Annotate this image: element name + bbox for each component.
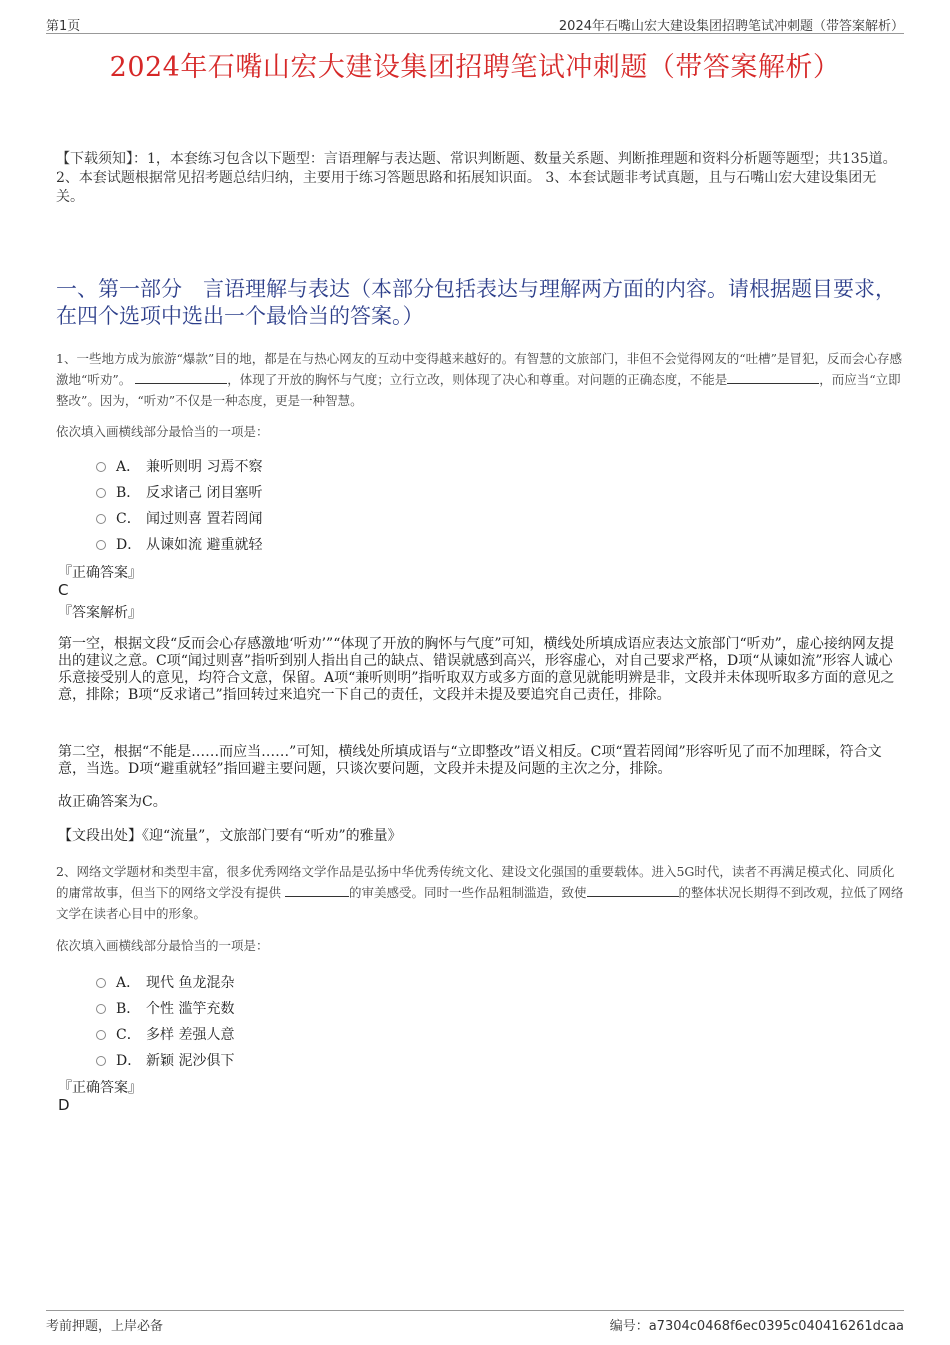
document-title: 2024年石嘴山宏大建设集团招聘笔试冲刺题（带答案解析） — [109, 52, 841, 83]
option-d[interactable]: D． 从谏如流 避重就轻 — [96, 531, 262, 557]
radio-icon[interactable] — [96, 462, 106, 472]
question-2-options — [96, 969, 234, 1073]
question-1-options — [96, 453, 262, 557]
fill-blank — [135, 369, 227, 384]
question-1-prompt: 依次填入画横线部分最恰当的一项是： — [56, 424, 269, 439]
radio-icon[interactable] — [96, 540, 106, 550]
option-d[interactable]: D． 新颖 泥沙俱下 — [96, 1047, 234, 1073]
analysis-conclusion: 故正确答案为C。 — [58, 794, 167, 810]
fill-blank — [285, 882, 349, 897]
fill-blank — [727, 369, 819, 384]
document-id: 编号：a7304c0468f6ec0395c040416261dcaa — [609, 1319, 904, 1334]
analysis-paragraph-1: 第一空，根据文段“反而会心存感激地‘听劝’”“体现了开放的胸怀与气度”可知，横线处所填成语应表达文旅部门“听劝”，虚心接纳网友提出的建议之意。C项“闻过则喜”指听到别人指出自己的缺点、错误就感到高兴，形容虚心，对自己要求严格，D项“从谏如流”形容人诚心乐意接受别人的意见，均符合文意，保留。A项“兼听则明”指听取双方或多方面的意见就能明辨是非，文段并未体现听取多方面的意见之意，排除；B项“反求诸己”指回转过来追究一下自己的责任，文段并未提及要追究自己责任，排除。 — [58, 636, 895, 703]
answer-value: D — [58, 1096, 70, 1114]
footer-slogan: 考前押题，上岸必备 — [46, 1319, 164, 1334]
answer-label: 『正确答案』 — [58, 1080, 142, 1096]
source-citation: 【文段出处】《迎“流量”，文旅部门要有“听劝”的雅量》 — [58, 828, 402, 844]
answer-label: 『正确答案』 — [58, 565, 142, 581]
option-c[interactable]: C． 闻过则喜 置若罔闻 — [96, 505, 262, 531]
radio-icon[interactable] — [96, 488, 106, 498]
option-b[interactable]: B． 个性 滥竽充数 — [96, 995, 234, 1021]
option-a[interactable]: A． 现代 鱼龙混杂 — [96, 969, 234, 995]
question-2-text: 2、网络文学题材和类型丰富，很多优秀网络文学作品是弘扬中华优秀传统文化、建设文化强国的重要载体。进入5G时代，读者不再满足模式化、同质化的庸常故事，但当下的网络文学没有提供 的审美感受。同时一些作品粗制滥造，致使 的整体状况长期得不到改观，拉低了网络文学在读者心目中的形象。 — [56, 864, 904, 921]
radio-icon[interactable] — [96, 1004, 106, 1014]
analysis-paragraph-2: 第二空，根据“不能是……而应当……”可知，横线处所填成语与“立即整改”语义相反。C项“置若罔闻”形容听见了而不加理睬，符合文意，当选。D项“避重就轻”指回避主要问题，只谈次要问题，文段并未提及问题的主次之分，排除。 — [58, 744, 882, 777]
radio-icon[interactable] — [96, 978, 106, 988]
page-header — [46, 13, 904, 34]
fill-blank — [587, 882, 679, 897]
page-number: 第1页 — [46, 19, 81, 34]
question-1-text: 1、一些地方成为旅游“爆款”目的地，都是在与热心网友的互动中变得越来越好的。有智慧的文旅部门，非但不会觉得网友的“吐槽”是冒犯，反而会心存感激地“听劝”。 ，体现了开放的胸怀与气度；立行立改，则体现了决心和尊重。对问题的正确态度，不能是 ，而应当“立即整改”。因为，“听劝”不仅是一种态度，更是一种智慧。 — [56, 351, 903, 408]
answer-value: C — [58, 581, 69, 599]
page-footer — [46, 1310, 904, 1333]
section-heading: 一、第一部分 言语理解与表达（本部分包括表达与理解两方面的内容。请根据题目要求，在四个选项中选出一个最恰当的答案。） — [56, 277, 896, 328]
option-c[interactable]: C． 多样 差强人意 — [96, 1021, 234, 1047]
analysis-label: 『答案解析』 — [58, 605, 142, 621]
header-title: 2024年石嘴山宏大建设集团招聘笔试冲刺题（带答案解析） — [558, 19, 904, 34]
radio-icon[interactable] — [96, 1030, 106, 1040]
radio-icon[interactable] — [96, 514, 106, 524]
option-a[interactable]: A． 兼听则明 习焉不察 — [96, 453, 262, 479]
option-b[interactable]: B． 反求诸己 闭目塞听 — [96, 479, 262, 505]
download-notice: 【下载须知】：1，本套练习包含以下题型：言语理解与表达题、常识判断题、数量关系题、判断推理题和资料分析题等题型；共135道。 2、本套试题根据常见招考题总结归纳，主要用于练习答题思路和拓展知识面。 3、本套试题非考试真题，且与石嘴山宏大建设集团无关。 — [56, 151, 897, 205]
question-2-prompt: 依次填入画横线部分最恰当的一项是： — [56, 938, 269, 953]
radio-icon[interactable] — [96, 1056, 106, 1066]
